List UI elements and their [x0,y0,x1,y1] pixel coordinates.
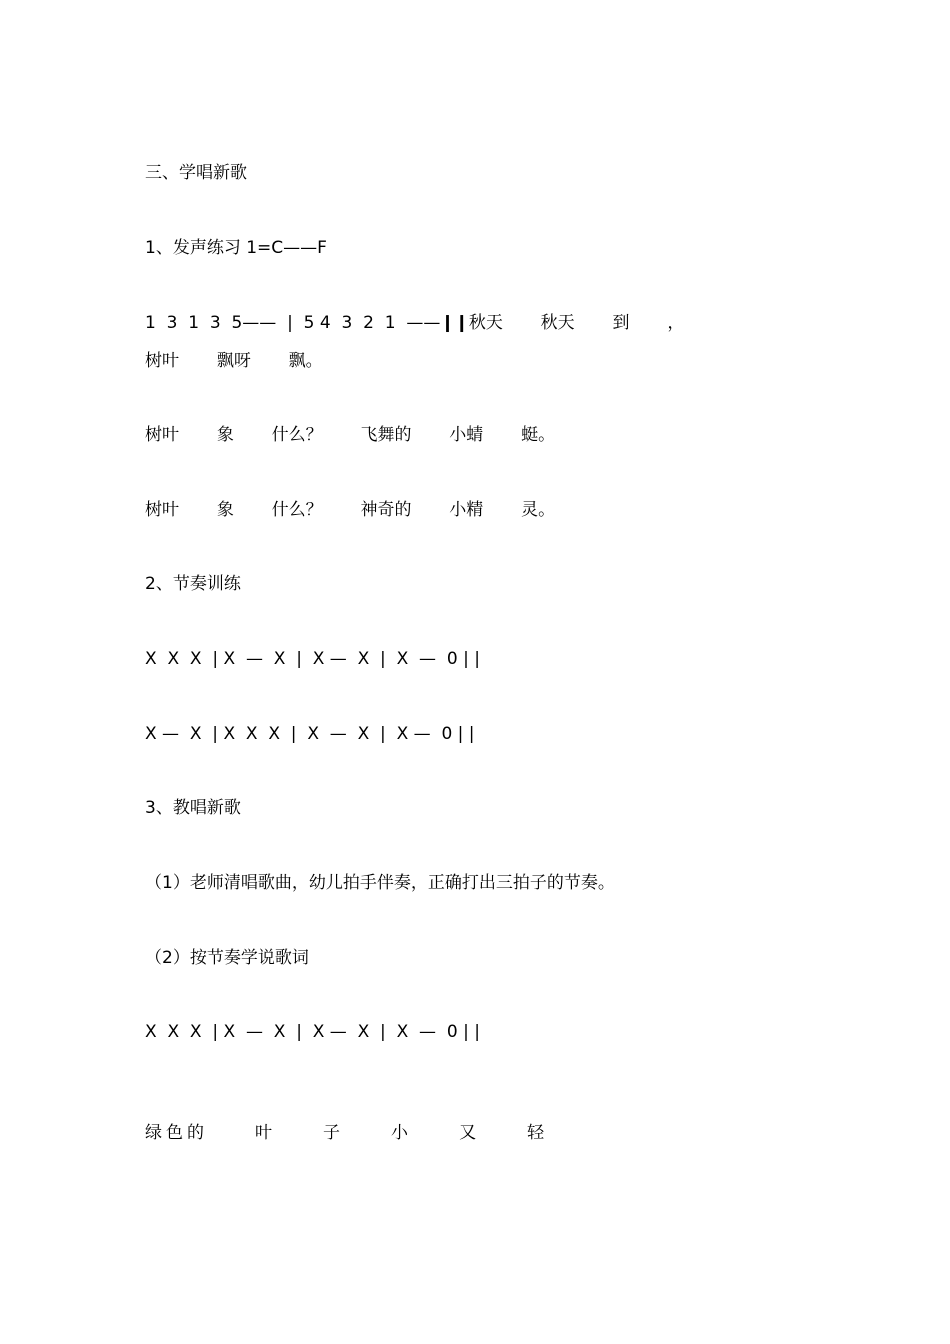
teach-step-1: （1）老师清唱歌曲，幼儿拍手伴奏，正确打出三拍子的节奏。 [145,873,615,893]
vocal-lyric-line-2: 树叶 象 什么？ 飞舞的 小蜻 蜓。 [145,425,556,445]
vocal-lyric-line-3: 树叶 象 什么？ 神奇的 小精 灵。 [145,500,556,520]
vocal-lyric-line-1: 树叶 飘呀 飘。 [145,351,323,371]
teach-step-2: （2）按节奏学说歌词 [145,948,309,968]
rhythm-line-2: X — X | X X X | X — X | X — 0 | | [145,724,475,744]
song-lyric-line: 绿色的 叶 子 小 又 轻 [145,1123,549,1143]
rhythm-heading: 2、节奏训练 [145,574,241,594]
vocal-practice-heading: 1、发声练习 1=C——F [145,238,327,258]
teach-heading: 3、教唱新歌 [145,798,241,818]
teach-rhythm-line: X X X | X — X | X — X | X — 0 | | [145,1022,480,1042]
rhythm-line-1: X X X | X — X | X — X | X — 0 | | [145,649,480,669]
section-title: 三、学唱新歌 [145,163,247,183]
vocal-notation-line: 1 3 1 3 5—— | 5 4 3 2 1 ——❙❙秋天 秋天 到 ， [145,313,685,333]
